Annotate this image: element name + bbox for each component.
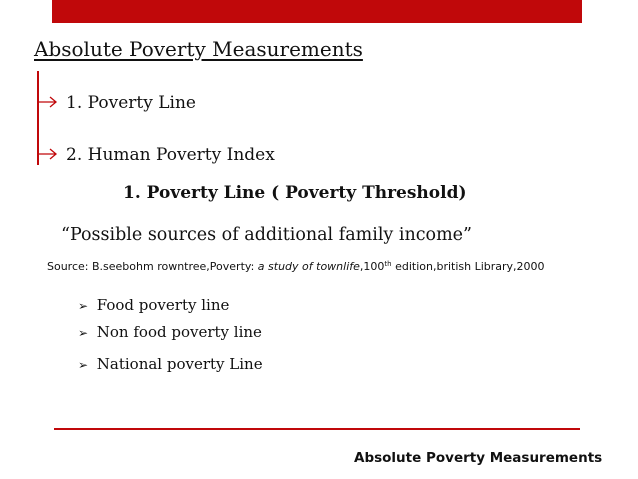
list-item-poverty-line: 1. Poverty Line — [66, 93, 196, 113]
footer-title: Absolute Poverty Measurements — [354, 450, 603, 466]
bullet-item — [78, 323, 262, 341]
source-citation — [47, 260, 545, 273]
source-suffix: edition,british Library,2000 — [391, 260, 545, 273]
triangle-bullet-icon: ➢ — [78, 358, 89, 372]
bullet-label: National poverty Line — [96, 355, 263, 373]
section-title: 1. Poverty Line ( Poverty Threshold) — [123, 183, 467, 203]
triangle-bullet-icon: ➢ — [78, 326, 89, 340]
slide-title: Absolute Poverty Measurements — [34, 37, 363, 61]
source-mid: ,100 — [359, 260, 385, 273]
source-prefix: Source: B.seebohm rowntree,Poverty: — [47, 260, 258, 273]
top-accent-bar — [52, 0, 582, 23]
bullet-item — [78, 296, 229, 314]
bullet-label: Food poverty line — [96, 296, 230, 314]
right-arrow-icon — [37, 148, 59, 160]
bullet-item — [78, 355, 263, 373]
right-arrow-icon — [37, 96, 59, 108]
source-sup: th — [384, 260, 392, 268]
source-italic: a study of townlife — [257, 260, 360, 273]
triangle-bullet-icon: ➢ — [78, 299, 89, 313]
quote-text: “Possible sources of additional family income” — [61, 225, 472, 245]
bottom-divider — [54, 428, 580, 430]
list-item-human-poverty-index: 2. Human Poverty Index — [66, 145, 275, 165]
bullet-label: Non food poverty line — [96, 323, 262, 341]
